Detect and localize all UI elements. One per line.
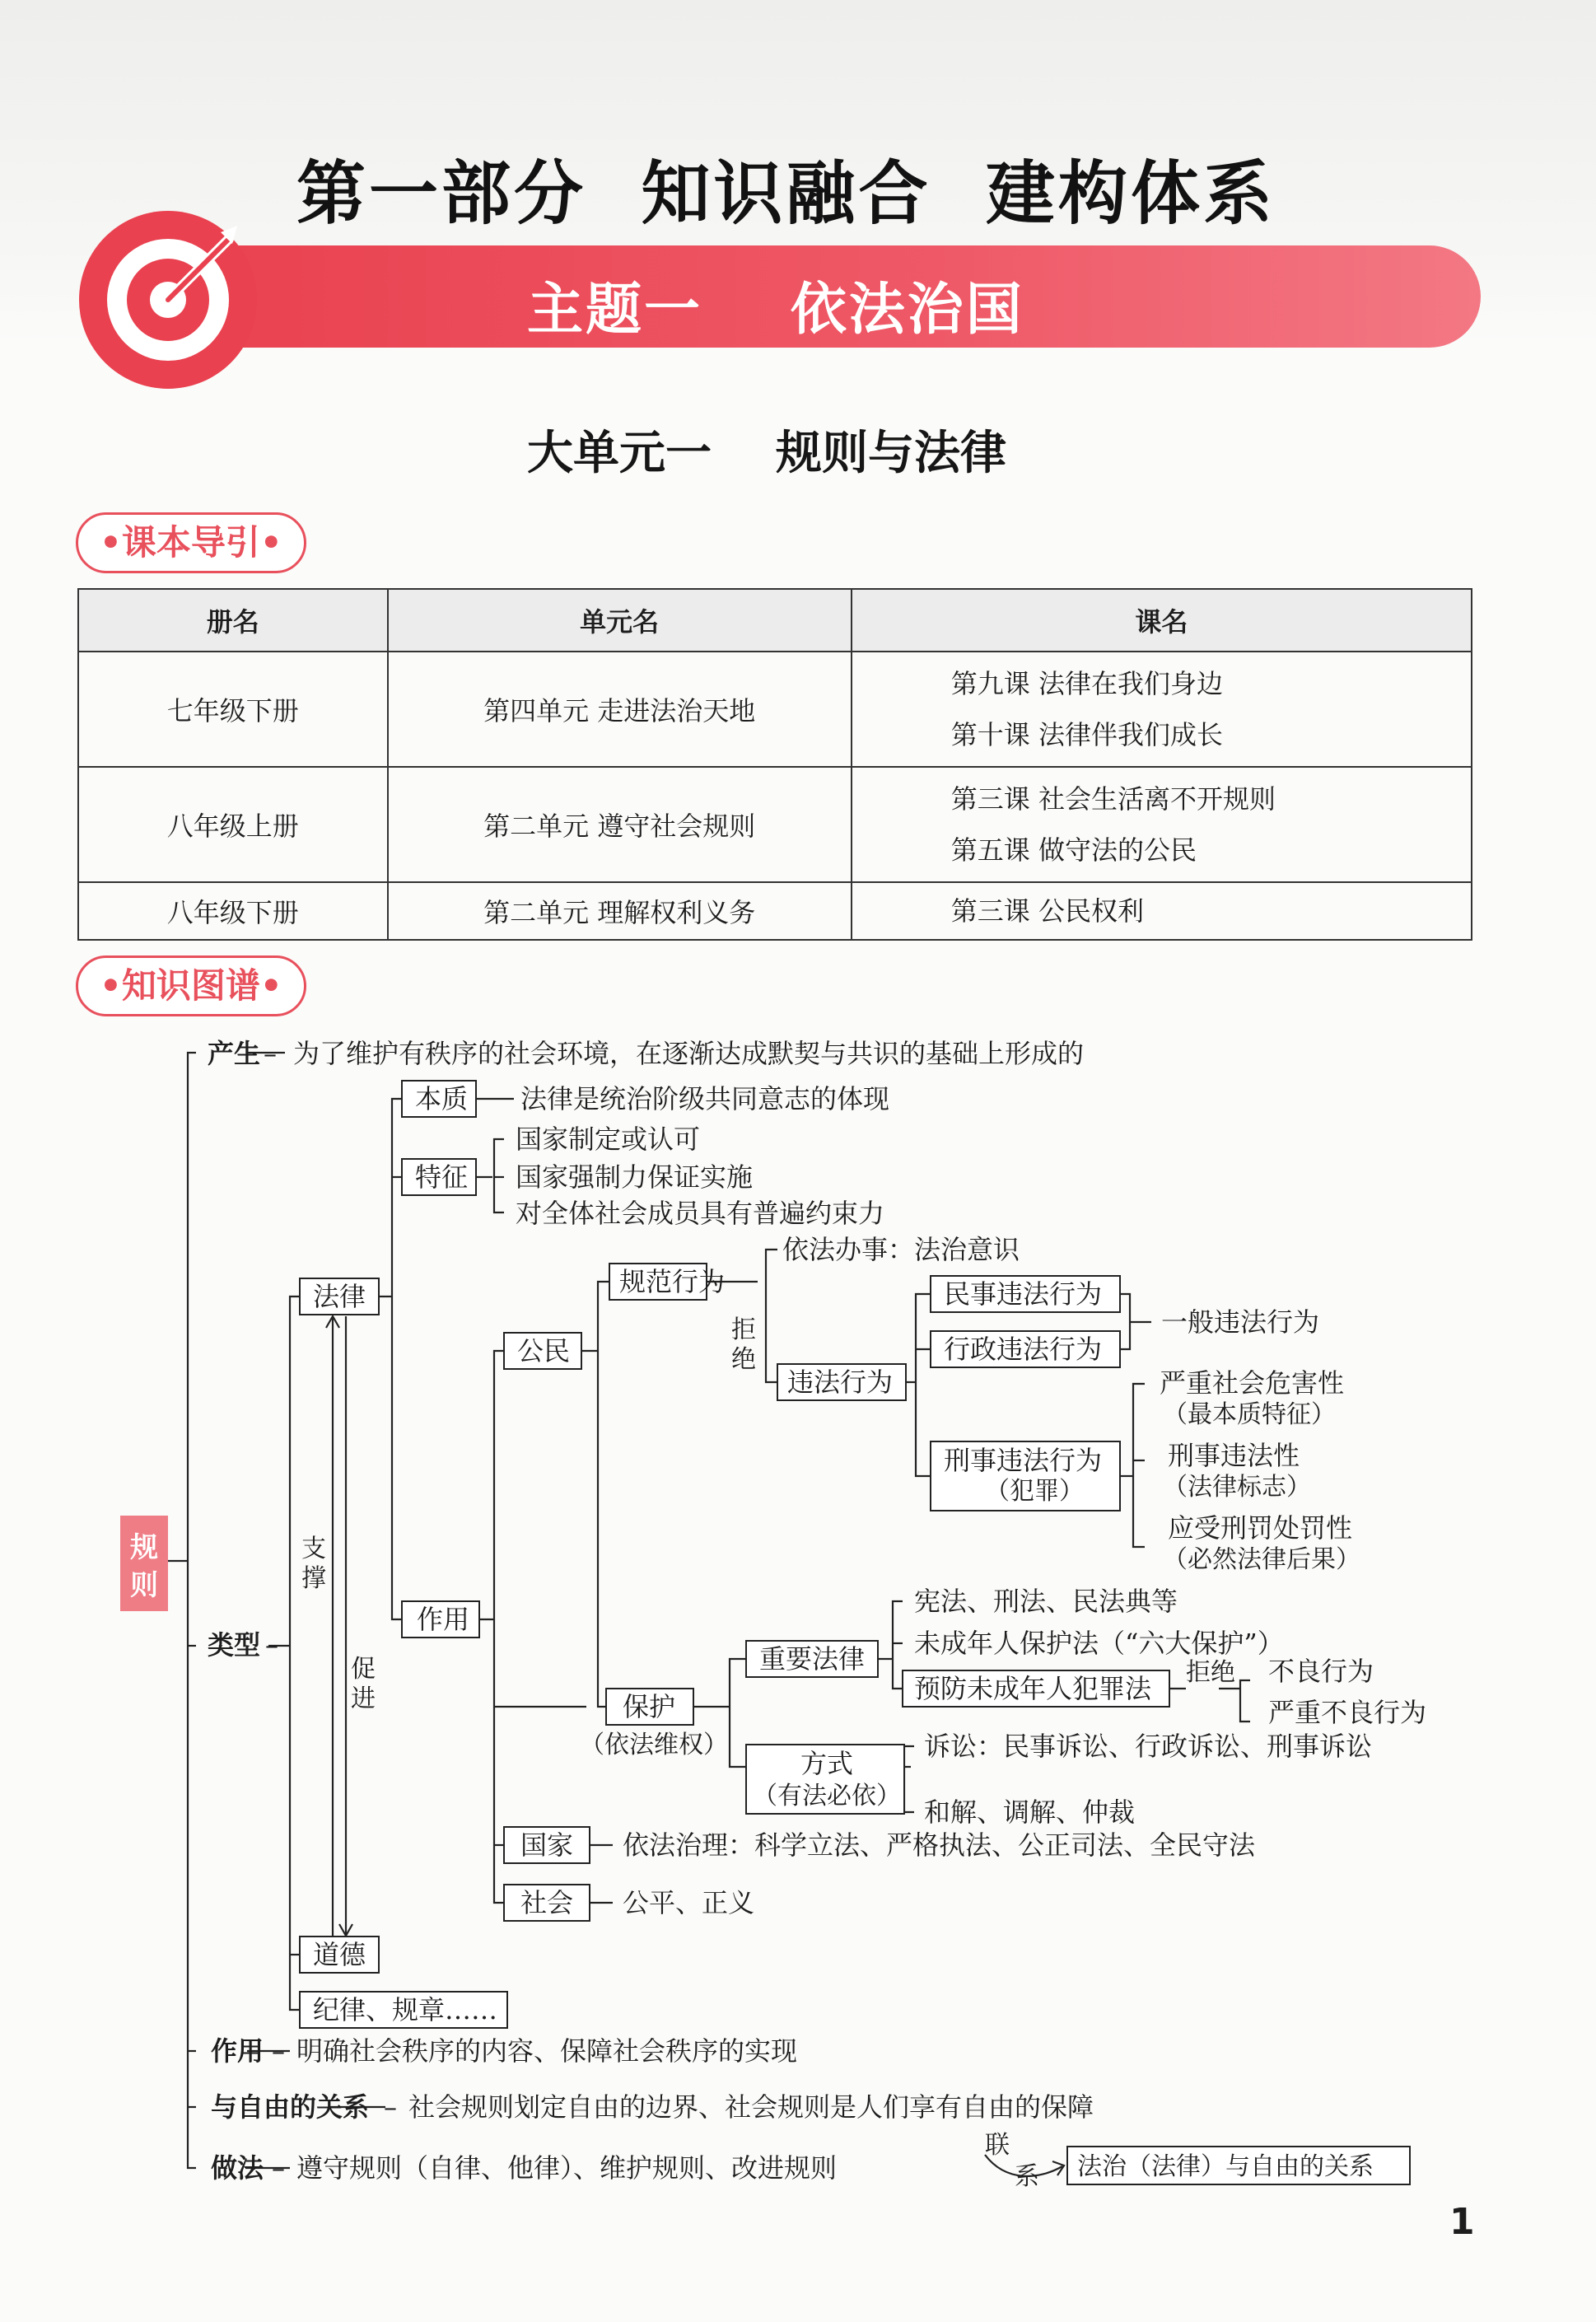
target-icon (76, 208, 260, 392)
section-label-guide: •课本导引• (76, 512, 306, 573)
feature-item: 国家强制力保证实施 (516, 1161, 754, 1193)
criminal-sub: （犯罪） (985, 1477, 1084, 1506)
table-cell-book: 七年级下册 (78, 652, 388, 767)
law-item: 未成年人保护法（“六大保护”） (914, 1628, 1284, 1659)
function-text: 明确社会秩序的内容、保障社会秩序的实现 (296, 2035, 798, 2067)
essence-label: 本质 (415, 1083, 469, 1114)
method-item: 和解、调解、仲裁 (924, 1796, 1136, 1828)
support-char: 撑 (301, 1564, 326, 1593)
knowledge-map (0, 1005, 1596, 2199)
feature-label: 特征 (415, 1161, 469, 1193)
origin-dash: – (264, 1038, 277, 1069)
discipline-label: 纪律、规章…… (313, 1994, 498, 2025)
protect-label: 保护 (623, 1691, 676, 1722)
part-title: 第一部分 知识融合 建构体系 (296, 153, 1276, 234)
society-label: 社会 (520, 1887, 574, 1918)
admin-illegal: 行政违法行为 (944, 1334, 1103, 1365)
bad-behavior: 严重不良行为 (1268, 1697, 1427, 1728)
table-cell-book: 八年级上册 (78, 767, 388, 882)
section-label-map: •知识图谱• (76, 955, 306, 1016)
function-label: 作用 (211, 2035, 264, 2067)
general-illegal: 一般违法行为 (1161, 1306, 1320, 1338)
crime-trait: 严重社会危害性 (1160, 1367, 1345, 1399)
promote-char: 进 (351, 1684, 376, 1713)
lesson-item: 第九课 法律在我们身边 (950, 668, 1223, 699)
civil-illegal: 民事违法行为 (944, 1278, 1103, 1310)
law-item: 预防未成年人犯罪法 (914, 1673, 1152, 1704)
map-text (130, 1038, 1426, 2191)
refuse-char: 绝 (731, 1345, 756, 1374)
crime-trait-sub: （最本质特征） (1163, 1400, 1336, 1429)
crime-trait-sub: （法律标志） (1163, 1473, 1311, 1502)
country-text: 依法治理：科学立法、严格执法、公正司法、全民守法 (623, 1829, 1256, 1861)
table-cell-lessons (852, 767, 1472, 882)
role-label: 作用 (417, 1604, 470, 1635)
feature-item: 国家制定或认可 (516, 1124, 701, 1155)
practice-dash: – (272, 2152, 285, 2184)
topic-title: 主题一 依法治国 (527, 278, 1024, 343)
promote-char: 促 (351, 1655, 376, 1684)
link-char: 系 (1015, 2162, 1039, 2191)
refuse-char: 拒 (731, 1315, 756, 1344)
bad-behavior: 不良行为 (1268, 1656, 1374, 1687)
protect-sub: （依法维权） (580, 1731, 728, 1759)
method-sub: （有法必依） (753, 1782, 901, 1810)
root-char: 则 (130, 1569, 158, 1602)
illegal-label: 违法行为 (787, 1367, 894, 1398)
lesson-item: 第三课 社会生活离不开规则 (950, 783, 1276, 815)
function-dash: – (272, 2035, 285, 2067)
regulate-label: 规范行为 (619, 1266, 726, 1297)
freedom-label: 与自由的关系 (211, 2091, 370, 2123)
crime-trait: 应受刑罚处罚性 (1168, 1512, 1353, 1544)
method-label: 方式 (800, 1748, 854, 1779)
law-label: 法律 (313, 1281, 366, 1312)
feature-item: 对全体社会成员具有普遍约束力 (516, 1198, 885, 1229)
law-item: 宪法、刑法、民法典等 (914, 1586, 1178, 1617)
root-char: 规 (130, 1531, 158, 1564)
freedom-text: 社会规则划定自由的边界、社会规则是人们享有自由的保障 (408, 2091, 1094, 2123)
table-cell-unit: 第二单元 遵守社会规则 (388, 767, 852, 882)
table-row (78, 767, 1472, 882)
table-cell-lessons (852, 882, 1472, 940)
table-cell-unit: 第四单元 走进法治天地 (388, 652, 852, 767)
page-number: 1 (1449, 2201, 1475, 2243)
table-header: 课名 (852, 589, 1472, 652)
course-table (77, 588, 1472, 941)
table-header: 单元名 (388, 589, 852, 652)
regulate-text: 依法办事：法治意识 (782, 1234, 1020, 1265)
table-header: 册名 (78, 589, 388, 652)
table-row (78, 882, 1472, 940)
refuse-label: 拒绝 (1186, 1658, 1235, 1687)
crime-trait: 刑事违法性 (1168, 1440, 1300, 1471)
type-label: 类型 (208, 1629, 261, 1661)
method-item: 诉讼：民事诉讼、行政诉讼、刑事诉讼 (924, 1731, 1373, 1762)
table-row (78, 652, 1472, 767)
type-dash: – (265, 1629, 278, 1661)
essence-text: 法律是统治阶级共同意志的体现 (520, 1083, 890, 1114)
table-header-row (78, 589, 1472, 652)
link-char: 联 (985, 2131, 1010, 2160)
society-text: 公平、正义 (623, 1887, 755, 1918)
lesson-item: 第十课 法律伴我们成长 (950, 719, 1223, 750)
lesson-item: 第五课 做守法的公民 (950, 834, 1197, 866)
practice-label: 做法 (211, 2152, 264, 2184)
important-laws-label: 重要法律 (759, 1643, 866, 1675)
table-cell-lessons (852, 652, 1472, 767)
support-char: 支 (301, 1535, 326, 1563)
origin-text: 为了维护有秩序的社会环境，在逐渐达成默契与共识的基础上形成的 (293, 1038, 1085, 1069)
table-cell-book: 八年级下册 (78, 882, 388, 940)
unit-title: 大单元一 规则与法律 (527, 427, 1006, 480)
crime-trait-sub: （必然法律后果） (1163, 1545, 1360, 1574)
table-cell-unit: 第二单元 理解权利义务 (388, 882, 852, 940)
lesson-item: 第三课 公民权利 (950, 895, 1144, 927)
link-target: 法治（法律）与自由的关系 (1077, 2152, 1374, 2181)
criminal-illegal: 刑事违法行为 (944, 1445, 1103, 1476)
origin-label: 产生 (208, 1038, 261, 1069)
citizen-label: 公民 (517, 1335, 571, 1367)
practice-text: 遵守规则（自律、他律）、维护规则、改进规则 (296, 2152, 838, 2184)
morality-label: 道德 (313, 1939, 366, 1970)
country-label: 国家 (520, 1829, 574, 1861)
freedom-dash: – (384, 2091, 397, 2123)
